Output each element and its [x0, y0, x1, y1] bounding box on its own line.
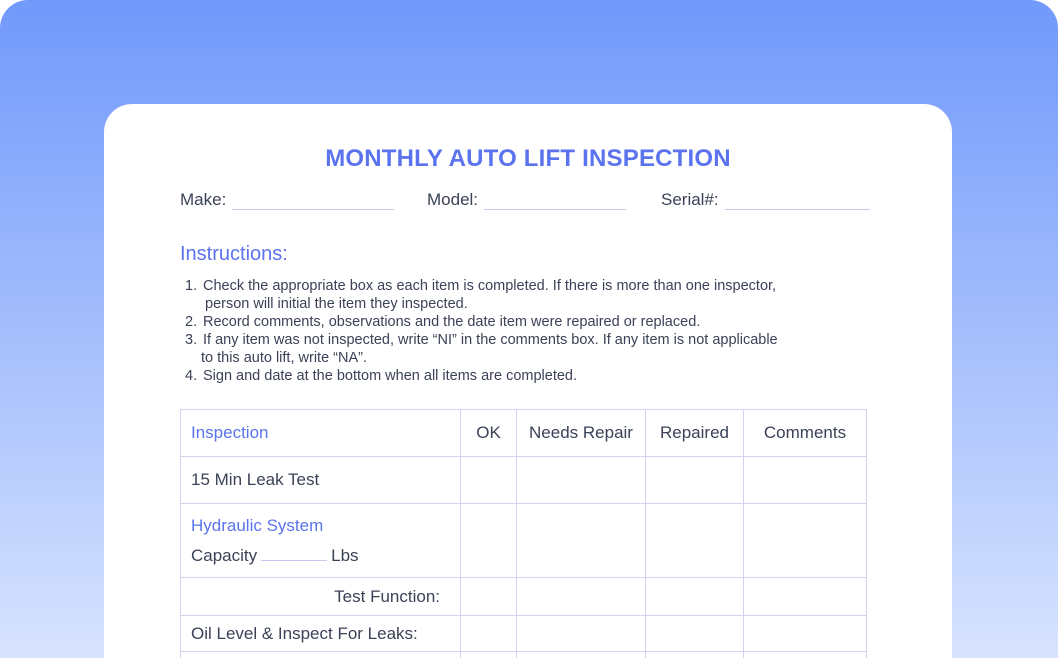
row-label-hydraulic: [181, 504, 461, 578]
needs-repair-checkbox-cell[interactable]: [517, 504, 646, 578]
table-row: [181, 616, 867, 652]
header-repaired: Repaired: [646, 410, 744, 457]
ok-checkbox-cell[interactable]: [461, 457, 517, 504]
comments-cell[interactable]: [744, 504, 867, 578]
ok-checkbox-cell[interactable]: [461, 616, 517, 652]
instructions-heading: Instructions:: [180, 243, 288, 265]
header-needs-repair: Needs Repair: [517, 410, 646, 457]
repaired-checkbox-cell[interactable]: [646, 652, 744, 658]
instruction-number: 2.: [185, 314, 198, 330]
instruction-item: [185, 313, 885, 331]
comments-cell[interactable]: [744, 578, 867, 616]
repaired-checkbox-cell[interactable]: [646, 457, 744, 504]
header-comments: Comments: [744, 410, 867, 457]
instruction-number: 4.: [185, 368, 198, 384]
make-input-line[interactable]: [232, 194, 394, 210]
needs-repair-checkbox-cell[interactable]: [517, 616, 646, 652]
comments-cell[interactable]: [744, 457, 867, 504]
table-header-row: [181, 410, 867, 457]
repaired-checkbox-cell[interactable]: [646, 616, 744, 652]
model-label: Model:: [427, 190, 479, 209]
instruction-number: 3.: [185, 332, 198, 348]
instruction-item: [185, 331, 885, 367]
serial-input-line[interactable]: [725, 194, 870, 210]
model-input-line[interactable]: [484, 194, 626, 210]
ok-checkbox-cell[interactable]: [461, 578, 517, 616]
row-label-empty: [181, 652, 461, 658]
needs-repair-checkbox-cell[interactable]: [517, 578, 646, 616]
instruction-item: [185, 277, 885, 313]
needs-repair-checkbox-cell[interactable]: [517, 652, 646, 658]
instructions-list: [185, 277, 885, 385]
comments-cell[interactable]: [744, 616, 867, 652]
instruction-text-continued: person will initial the item they inspected.: [205, 296, 468, 312]
table-row: [181, 578, 867, 616]
hydraulic-system-heading: Hydraulic System: [191, 515, 324, 535]
needs-repair-checkbox-cell[interactable]: [517, 457, 646, 504]
capacity-field: [191, 541, 450, 571]
instruction-text: Record comments, observations and the date item were repaired or replaced.: [203, 314, 701, 330]
form-title: MONTHLY AUTO LIFT INSPECTION: [325, 145, 731, 172]
inspection-form-sheet: [104, 104, 952, 658]
repaired-checkbox-cell[interactable]: [646, 578, 744, 616]
serial-field[interactable]: [661, 190, 870, 210]
instruction-text-continued: to this auto lift, write “NA”.: [201, 350, 367, 366]
serial-label: Serial#:: [661, 190, 719, 209]
table-row: [181, 504, 867, 578]
row-label-oil-level: Oil Level & Inspect For Leaks:: [181, 616, 461, 652]
ok-checkbox-cell[interactable]: [461, 504, 517, 578]
instruction-text: Sign and date at the bottom when all items are completed.: [203, 368, 577, 384]
inspection-table: [180, 409, 867, 658]
capacity-label: Capacity: [191, 545, 258, 565]
capacity-unit: Lbs: [331, 545, 359, 565]
make-label: Make:: [180, 190, 227, 209]
instruction-item: [185, 367, 885, 385]
instruction-text: Check the appropriate box as each item is completed. If there is more than one inspector,: [203, 278, 777, 294]
comments-cell[interactable]: [744, 652, 867, 658]
row-label-leak-test: 15 Min Leak Test: [181, 457, 461, 504]
header-inspection: Inspection: [181, 410, 461, 457]
make-field[interactable]: [180, 190, 394, 210]
row-label-test-function: Test Function:: [181, 578, 461, 616]
header-ok: OK: [461, 410, 517, 457]
table-row: [181, 457, 867, 504]
capacity-input-line[interactable]: [261, 546, 327, 561]
instruction-text: If any item was not inspected, write “NI” in the comments box. If any item is not applicable: [203, 332, 778, 348]
table-row: [181, 652, 867, 658]
repaired-checkbox-cell[interactable]: [646, 504, 744, 578]
ok-checkbox-cell[interactable]: [461, 652, 517, 658]
equipment-fields: [180, 190, 876, 214]
instruction-number: 1.: [185, 278, 198, 294]
model-field[interactable]: [427, 190, 626, 210]
